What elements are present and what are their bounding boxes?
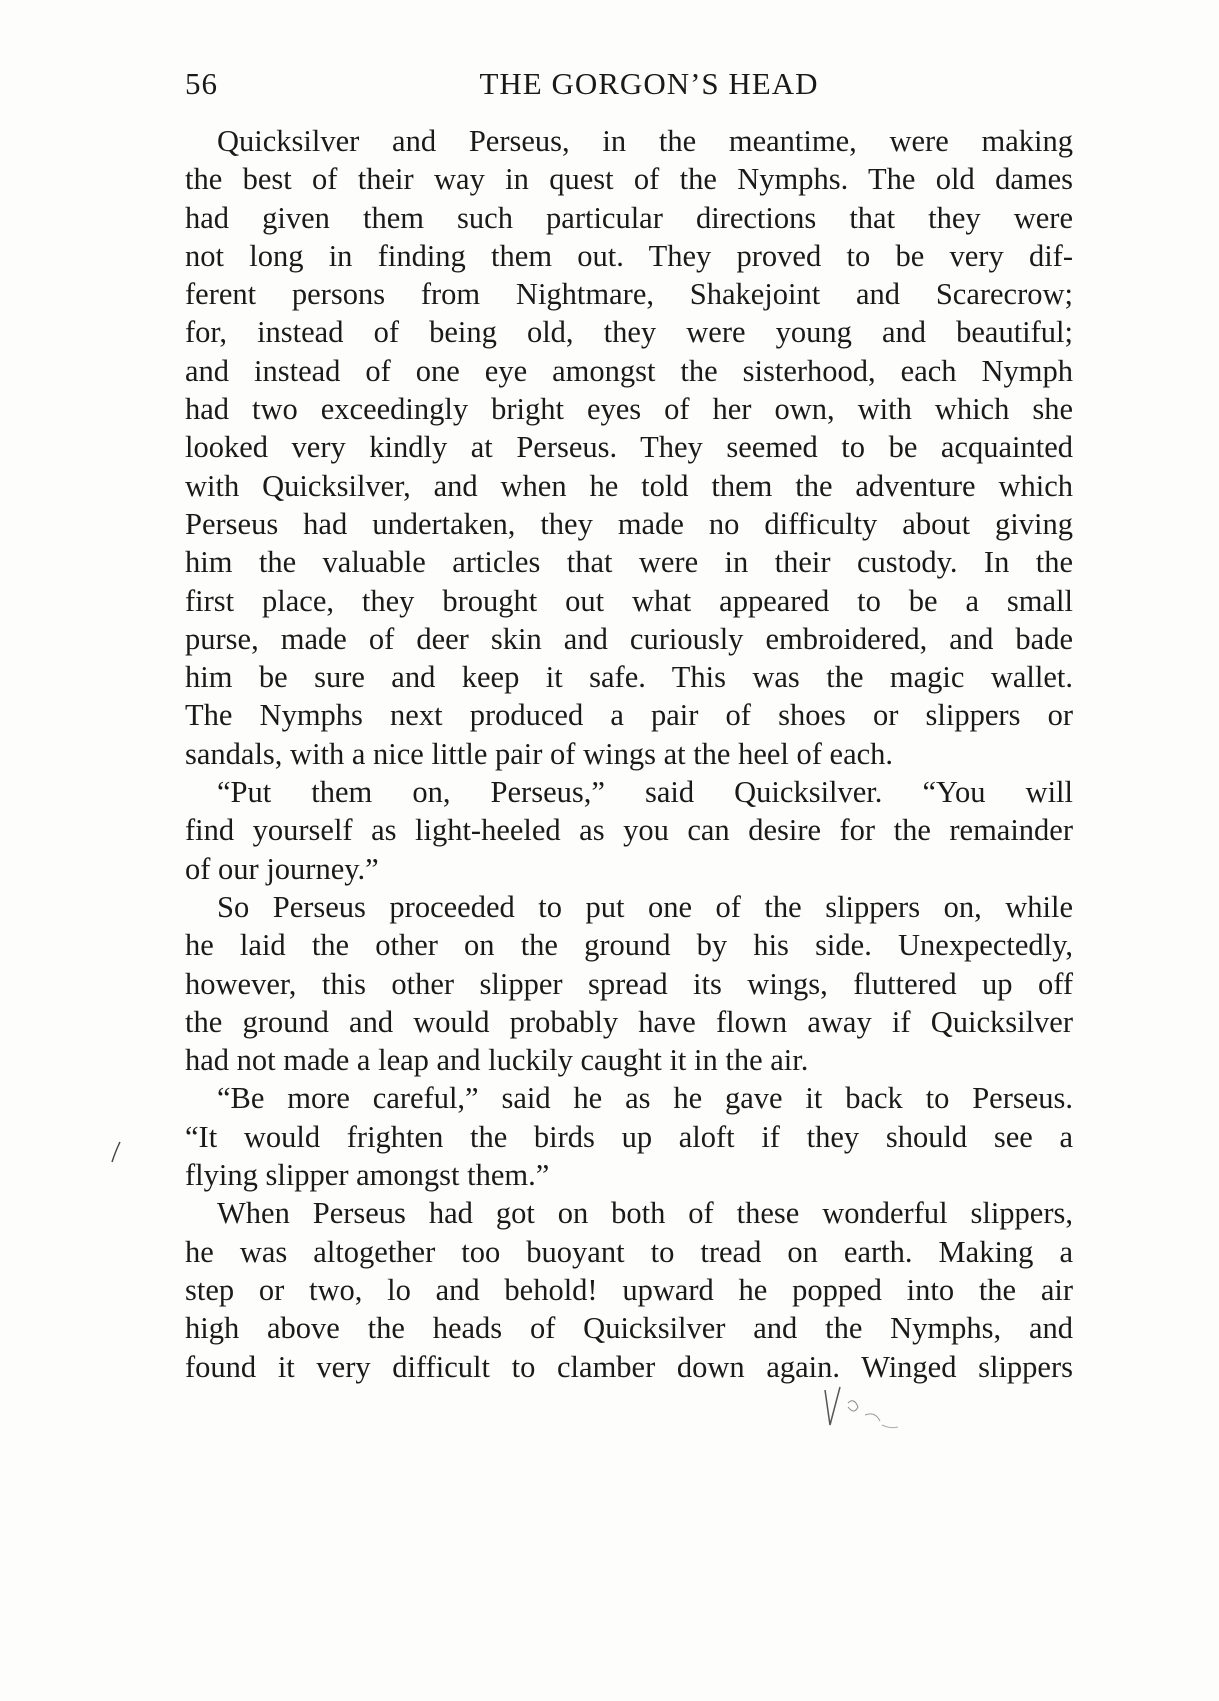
text-line: “It would frighten the birds up aloft if they should see a — [185, 1119, 1073, 1154]
text-line: for, instead of being old, they were young and beautiful; — [185, 315, 1073, 350]
text-line: had given them such particular directions that they were — [185, 200, 1073, 235]
text-line: however, this other slipper spread its wings, fluttered up off — [185, 966, 1073, 1001]
text-line: step or two, lo and behold! upward he popped into the air — [185, 1272, 1073, 1307]
text-line: had two exceedingly bright eyes of her own, with which she — [185, 392, 1073, 427]
text-line: sandals, with a nice little pair of wings at the heel of each. — [185, 736, 894, 771]
text-line: When Perseus had got on both of these wonderful slippers, — [217, 1196, 1073, 1231]
text-line: him the valuable articles that were in their custody. In the — [185, 545, 1073, 580]
text-line: flying slipper amongst them.” — [185, 1158, 550, 1193]
text-line: the ground and would probably have flown away if Quicksilver — [185, 1004, 1073, 1039]
text-line: the best of their way in quest of the Nymphs. The old dames — [185, 162, 1073, 197]
text-line: The Nymphs next produced a pair of shoes or slippers or — [185, 698, 1073, 733]
text-line: “Be more careful,” said he as he gave it back to Perseus. — [217, 1081, 1073, 1116]
text-line: and instead of one eye amongst the sisterhood, each Nymph — [185, 353, 1073, 388]
text-line: purse, made of deer skin and curiously embroidered, and bade — [185, 621, 1073, 656]
text-line: “Put them on, Perseus,” said Quicksilver. “You will — [217, 775, 1073, 810]
pencil-scribble-mark — [820, 1385, 910, 1445]
text-line: ferent persons from Nightmare, Shakejoint and Scarecrow; — [185, 277, 1073, 312]
text-line: first place, they brought out what appeared to be a small — [185, 583, 1073, 618]
text-line: high above the heads of Quicksilver and the Nymphs, and — [185, 1311, 1073, 1346]
text-line: found it very difficult to clamber down again. Winged slippers — [185, 1349, 1073, 1384]
text-line: of our journey.” — [185, 851, 379, 886]
text-line: with Quicksilver, and when he told them the adventure which — [185, 468, 1073, 503]
text-line: not long in finding them out. They proved to be very dif- — [185, 238, 1073, 273]
text-line: him be sure and keep it safe. This was the magic wallet. — [185, 660, 1073, 695]
pencil-tick-mark — [110, 1140, 122, 1164]
text-line: he laid the other on the ground by his side. Unexpectedly, — [185, 928, 1073, 963]
running-title: THE GORGON’S HEAD — [479, 66, 819, 101]
text-line: Quicksilver and Perseus, in the meantime, were making — [217, 124, 1073, 158]
text-line: So Perseus proceeded to put one of the slippers on, while — [217, 889, 1073, 924]
body-text — [185, 122, 1073, 1386]
text-line: find yourself as light-heeled as you can desire for the remainder — [185, 813, 1073, 848]
text-line: Perseus had undertaken, they made no difficulty about giving — [185, 506, 1073, 541]
page-number: 56 — [185, 66, 218, 101]
text-line: had not made a leap and luckily caught it in the air. — [185, 1043, 809, 1078]
page-header — [185, 66, 1073, 106]
text-line: he was altogether too buoyant to tread on earth. Making a — [185, 1234, 1073, 1269]
text-line: looked very kindly at Perseus. They seemed to be acquainted — [185, 430, 1073, 465]
